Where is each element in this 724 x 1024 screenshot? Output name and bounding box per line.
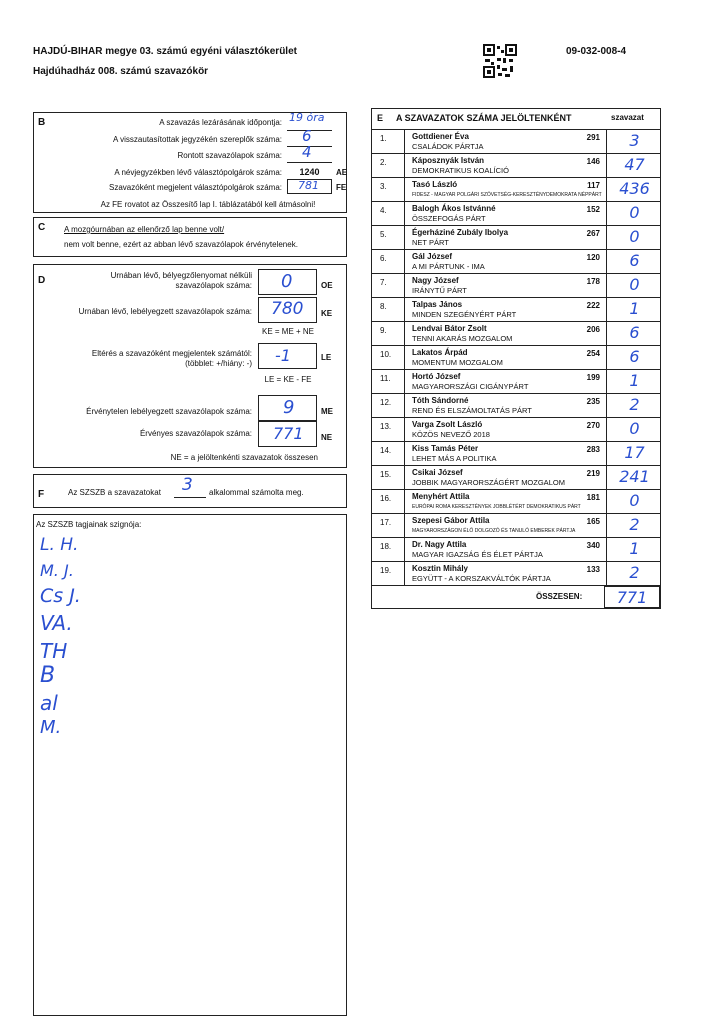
form-code: 09-032-008-4 (566, 46, 627, 57)
row-divider (404, 562, 405, 585)
row-number: 17. (380, 518, 392, 527)
row-divider (404, 490, 405, 513)
table-row (372, 514, 660, 538)
party-name: ÖSSZEFOGÁS PÁRT (412, 214, 486, 223)
appeared-value: 781 (298, 179, 319, 192)
row-divider (404, 394, 405, 417)
table-row (372, 202, 660, 226)
row-number: 1. (380, 134, 387, 143)
vote-count: 0 (629, 227, 640, 246)
candidate-code: 291 (586, 133, 600, 142)
candidate-code: 165 (586, 517, 600, 526)
candidate-name: Talpas János (412, 300, 463, 309)
count-value: 3 (182, 475, 193, 495)
row-number: 12. (380, 398, 392, 407)
oe-label-2: szavazólapok száma: (175, 281, 252, 290)
vote-cell (606, 298, 662, 321)
signature-mark: M. (40, 717, 62, 738)
row-number: 11. (380, 374, 391, 383)
vote-count: 3 (629, 131, 640, 150)
ke-unit: KE (321, 309, 333, 318)
vote-cell (606, 178, 662, 201)
registered-unit: AE (336, 168, 348, 177)
closing-value: 19 óra (289, 111, 325, 124)
signature-mark: VA. (40, 611, 73, 635)
candidate-code: 222 (586, 301, 600, 310)
vote-count: 0 (629, 275, 640, 294)
table-header (372, 109, 660, 130)
vote-cell (606, 418, 662, 441)
row-number: 2. (380, 158, 387, 167)
vote-count: 2 (629, 395, 640, 414)
candidate-name: Balogh Ákos Istvánné (412, 204, 496, 213)
vote-cell (606, 538, 662, 561)
table-row (372, 370, 660, 394)
row-divider (404, 250, 405, 273)
vote-count: 0 (629, 419, 640, 438)
table-row (372, 274, 660, 298)
vote-cell (606, 466, 662, 489)
vote-count: 436 (619, 179, 650, 198)
candidate-name: Szepesi Gábor Attila (412, 516, 490, 525)
section-d (33, 264, 347, 468)
me-label: Érvénytelen lebélyegzett szavazólapok száma: (86, 407, 252, 416)
table-row (372, 226, 660, 250)
fe-note: Az FE rovatot az Összesítő lap I. táblázatából kell átmásolni! (100, 200, 316, 209)
candidate-code: 267 (586, 229, 600, 238)
party-name: MAGYAR IGAZSÁG ÉS ÉLET PÁRTJA (412, 550, 543, 559)
candidate-name: Hortó József (412, 372, 461, 381)
table-row (372, 562, 660, 586)
district-title: HAJDÚ-BIHAR megye 03. számú egyéni választókerület (33, 46, 297, 57)
candidate-code: 270 (586, 421, 600, 430)
vote-count: 1 (629, 539, 640, 558)
row-number: 8. (380, 302, 387, 311)
table-row (372, 394, 660, 418)
section-e-table (371, 108, 661, 609)
signature-mark: Cs J. (40, 585, 81, 607)
vote-column-header: szavazat (611, 113, 644, 122)
ne-formula: NE = a jelöltenkénti szavazatok összesen (170, 453, 318, 462)
vote-cell (606, 562, 662, 585)
section-letter: F (38, 489, 45, 500)
row-divider (404, 538, 405, 561)
row-divider (404, 274, 405, 297)
row-number: 3. (380, 182, 387, 191)
table-row (372, 538, 660, 562)
candidate-name: Csikai József (412, 468, 463, 477)
party-name: IRÁNYTŰ PÁRT (412, 286, 467, 295)
candidate-name: Kiss Tamás Péter (412, 444, 479, 453)
candidate-code: 235 (586, 397, 600, 406)
ne-value: 771 (273, 424, 304, 443)
ke-value: 780 (271, 299, 304, 319)
candidate-name: Gál József (412, 252, 453, 261)
spoiled-value: 4 (302, 143, 312, 161)
vote-count: 17 (624, 443, 645, 462)
row-number: 14. (380, 446, 392, 455)
party-name: FIDESZ - MAGYAR POLGÁRI SZÖVETSÉG-KERESZTÉNYDEMOKRATA NÉPPÁRT (412, 192, 602, 198)
row-divider (404, 154, 405, 177)
returned-label: A visszautasítottak jegyzékén szereplők száma: (113, 135, 282, 144)
row-divider (404, 178, 405, 201)
appeared-label: Szavazóként megjelent választópolgárok száma: (109, 183, 282, 192)
qr-code-icon (483, 44, 517, 78)
candidate-name: Dr. Nagy Attila (412, 540, 467, 549)
ke-field (258, 297, 317, 323)
closing-label: A szavazás lezárásának időpontja: (159, 118, 282, 127)
candidate-name: Égerháziné Zubály Ibolya (412, 228, 509, 237)
le-label-2: (többlet: +/hiány: -) (185, 359, 252, 368)
oe-label-1: Urnában lévő, bélyegzőlenyomat nélküli (110, 271, 252, 280)
le-unit: LE (321, 353, 332, 362)
candidate-code: 283 (586, 445, 600, 454)
ne-label: Érvényes szavazólapok száma: (139, 429, 252, 438)
candidate-code: 340 (586, 541, 600, 550)
section-letter: D (38, 275, 46, 286)
vote-cell (606, 130, 662, 153)
table-row (372, 490, 660, 514)
party-name: MOMENTUM MOZGALOM (412, 358, 503, 367)
row-number: 4. (380, 206, 387, 215)
table-row (372, 250, 660, 274)
section-b (33, 112, 347, 213)
vote-count: 0 (629, 203, 640, 222)
row-number: 18. (380, 542, 392, 551)
ne-unit: NE (321, 433, 333, 442)
candidate-name: Kosztin Mihály (412, 564, 469, 573)
table-row (372, 178, 660, 202)
le-label-1: Eltérés a szavazóként megjelentek számától: (91, 349, 252, 358)
vote-cell (606, 250, 662, 273)
candidate-code: 152 (586, 205, 600, 214)
table-row (372, 298, 660, 322)
returned-value: 6 (302, 127, 312, 145)
mobile-box-line1: A mozgóurnában az ellenőrző lap benne volt/ (64, 225, 225, 234)
mobile-box-line2: nem volt benne, ezért az abban lévő szavazólapok érvénytelenek. (64, 240, 298, 249)
section-letter: C (38, 222, 46, 233)
table-row (372, 322, 660, 346)
vote-count: 2 (629, 563, 640, 582)
row-divider (404, 466, 405, 489)
section-letter: E (377, 113, 384, 123)
candidate-code: 219 (586, 469, 600, 478)
candidate-name: Lendvai Bátor Zsolt (412, 324, 487, 333)
count-line (174, 497, 206, 498)
vote-count: 241 (619, 467, 650, 486)
me-field (258, 395, 317, 421)
row-divider (404, 130, 405, 153)
party-name: CSALÁDOK PÁRTJA (412, 142, 484, 151)
me-unit: ME (321, 407, 333, 416)
le-value: -1 (275, 346, 291, 365)
total-field (604, 586, 660, 608)
me-value: 9 (283, 397, 295, 418)
signature-label: Az SZSZB tagjainak szignója: (36, 520, 142, 529)
section-letter: B (38, 117, 46, 128)
row-number: 7. (380, 278, 387, 287)
table-row (372, 130, 660, 154)
total-row (372, 586, 660, 608)
party-name: DEMOKRATIKUS KOALÍCIÓ (412, 166, 509, 175)
candidate-name: Varga Zsolt László (412, 420, 483, 429)
vote-cell (606, 370, 662, 393)
station-title: Hajdúhadház 008. számú szavazókör (33, 66, 209, 77)
table-row (372, 154, 660, 178)
vote-count: 0 (629, 491, 640, 510)
row-number: 5. (380, 230, 387, 239)
vote-cell (606, 202, 662, 225)
row-divider (404, 322, 405, 345)
candidate-code: 117 (587, 181, 600, 190)
party-name: MAGYARORSZÁGI CIGÁNYPÁRT (412, 382, 529, 391)
signature-section (33, 514, 347, 1016)
party-name: TENNI AKARÁS MOZGALOM (412, 334, 513, 343)
spoiled-label: Rontott szavazólapok száma: (177, 151, 282, 160)
candidate-code: 146 (586, 157, 600, 166)
total-label: ÖSSZESEN: (536, 592, 583, 601)
vote-count: 6 (629, 323, 640, 342)
row-divider (404, 370, 405, 393)
table-row (372, 346, 660, 370)
registered-label: A névjegyzékben lévő választópolgárok száma: (114, 168, 282, 177)
total-value: 771 (616, 588, 648, 607)
ke-formula: KE = ME + NE (261, 327, 315, 336)
le-field (258, 343, 317, 369)
spoiled-line (287, 162, 332, 163)
candidate-name: Tasó László (412, 180, 458, 189)
table-row (372, 442, 660, 466)
oe-field (258, 269, 317, 295)
signature-mark: al (40, 691, 58, 715)
party-name: EURÓPAI ROMA KERESZTÉNYEK JOBBLÉTÉRT DEMOKRATIKUS PÁRT (412, 504, 581, 510)
candidate-name: Menyhért Attila (412, 492, 470, 501)
signature-mark: L. H. (40, 535, 79, 555)
candidate-code: 178 (586, 277, 600, 286)
candidate-code: 254 (586, 349, 600, 358)
vote-cell (606, 322, 662, 345)
vote-count: 6 (629, 251, 640, 270)
signature-mark: TH (40, 639, 68, 663)
row-number: 10. (380, 350, 392, 359)
candidate-name: Nagy József (412, 276, 459, 285)
ke-label: Urnában lévő, lebélyegzett szavazólapok száma: (78, 307, 252, 316)
oe-unit: OE (321, 281, 333, 290)
count-text-before: Az SZSZB a szavazatokat (68, 488, 161, 497)
candidate-name: Gottdiener Éva (412, 132, 469, 141)
candidate-name: Lakatos Árpád (412, 348, 468, 357)
row-divider (404, 514, 405, 537)
party-name: MINDEN SZEGÉNYÉRT PÁRT (412, 310, 517, 319)
signature-mark: M. J. (40, 561, 74, 580)
row-number: 19. (380, 566, 392, 575)
candidate-name: Tóth Sándorné (412, 396, 469, 405)
ne-field (258, 421, 317, 447)
vote-cell (606, 154, 662, 177)
table-title: A SZAVAZATOK SZÁMA JELÖLTENKÉNT (396, 113, 572, 123)
row-divider (404, 418, 405, 441)
vote-count: 1 (629, 371, 640, 390)
vote-cell (606, 226, 662, 249)
candidate-rows (372, 130, 660, 586)
table-row (372, 466, 660, 490)
row-number: 15. (380, 470, 392, 479)
vote-count: 47 (624, 155, 645, 174)
party-name: JOBBIK MAGYARORSZÁGÉRT MOZGALOM (412, 478, 565, 487)
section-f (33, 474, 347, 508)
row-divider (404, 202, 405, 225)
row-number: 9. (380, 326, 387, 335)
candidate-code: 206 (586, 325, 600, 334)
candidate-code: 181 (586, 493, 600, 502)
vote-count: 1 (629, 299, 640, 318)
appeared-unit: FE (336, 183, 347, 192)
le-formula: LE = KE - FE (264, 375, 312, 384)
candidate-name: Káposznyák István (412, 156, 485, 165)
row-number: 13. (380, 422, 392, 431)
vote-cell (606, 490, 662, 513)
table-row (372, 418, 660, 442)
party-name: KÖZÖS NEVEZŐ 2018 (412, 430, 490, 439)
vote-cell (606, 346, 662, 369)
row-number: 16. (380, 494, 392, 503)
party-name: NET PÁRT (412, 238, 449, 247)
party-name: A MI PÁRTUNK - IMA (412, 262, 485, 271)
vote-count: 2 (629, 515, 640, 534)
party-name: EGYÜTT - A KORSZAKVÁLTÓK PÁRTJA (412, 574, 551, 583)
registered-value: 1240 (299, 167, 320, 177)
row-number: 6. (380, 254, 387, 263)
candidate-code: 133 (586, 565, 600, 574)
appeared-field (287, 179, 332, 194)
candidate-code: 199 (586, 373, 600, 382)
section-c (33, 217, 347, 257)
party-name: MAGYARORSZÁGON ÉLŐ DOLGOZÓ ÉS TANULÓ EMBEREK PÁRTJA (412, 528, 576, 534)
vote-cell (606, 442, 662, 465)
row-divider (404, 442, 405, 465)
vote-cell (606, 514, 662, 537)
row-divider (404, 298, 405, 321)
candidate-code: 120 (586, 253, 600, 262)
count-text-after: alkalommal számolta meg. (209, 488, 304, 497)
party-name: REND ÉS ELSZÁMOLTATÁS PÁRT (412, 406, 532, 415)
party-name: LEHET MÁS A POLITIKA (412, 454, 497, 463)
row-divider (404, 346, 405, 369)
vote-cell (606, 394, 662, 417)
signature-mark: B (40, 663, 56, 688)
row-divider (404, 226, 405, 249)
oe-value: 0 (281, 271, 293, 292)
vote-count: 6 (629, 347, 640, 366)
vote-cell (606, 274, 662, 297)
